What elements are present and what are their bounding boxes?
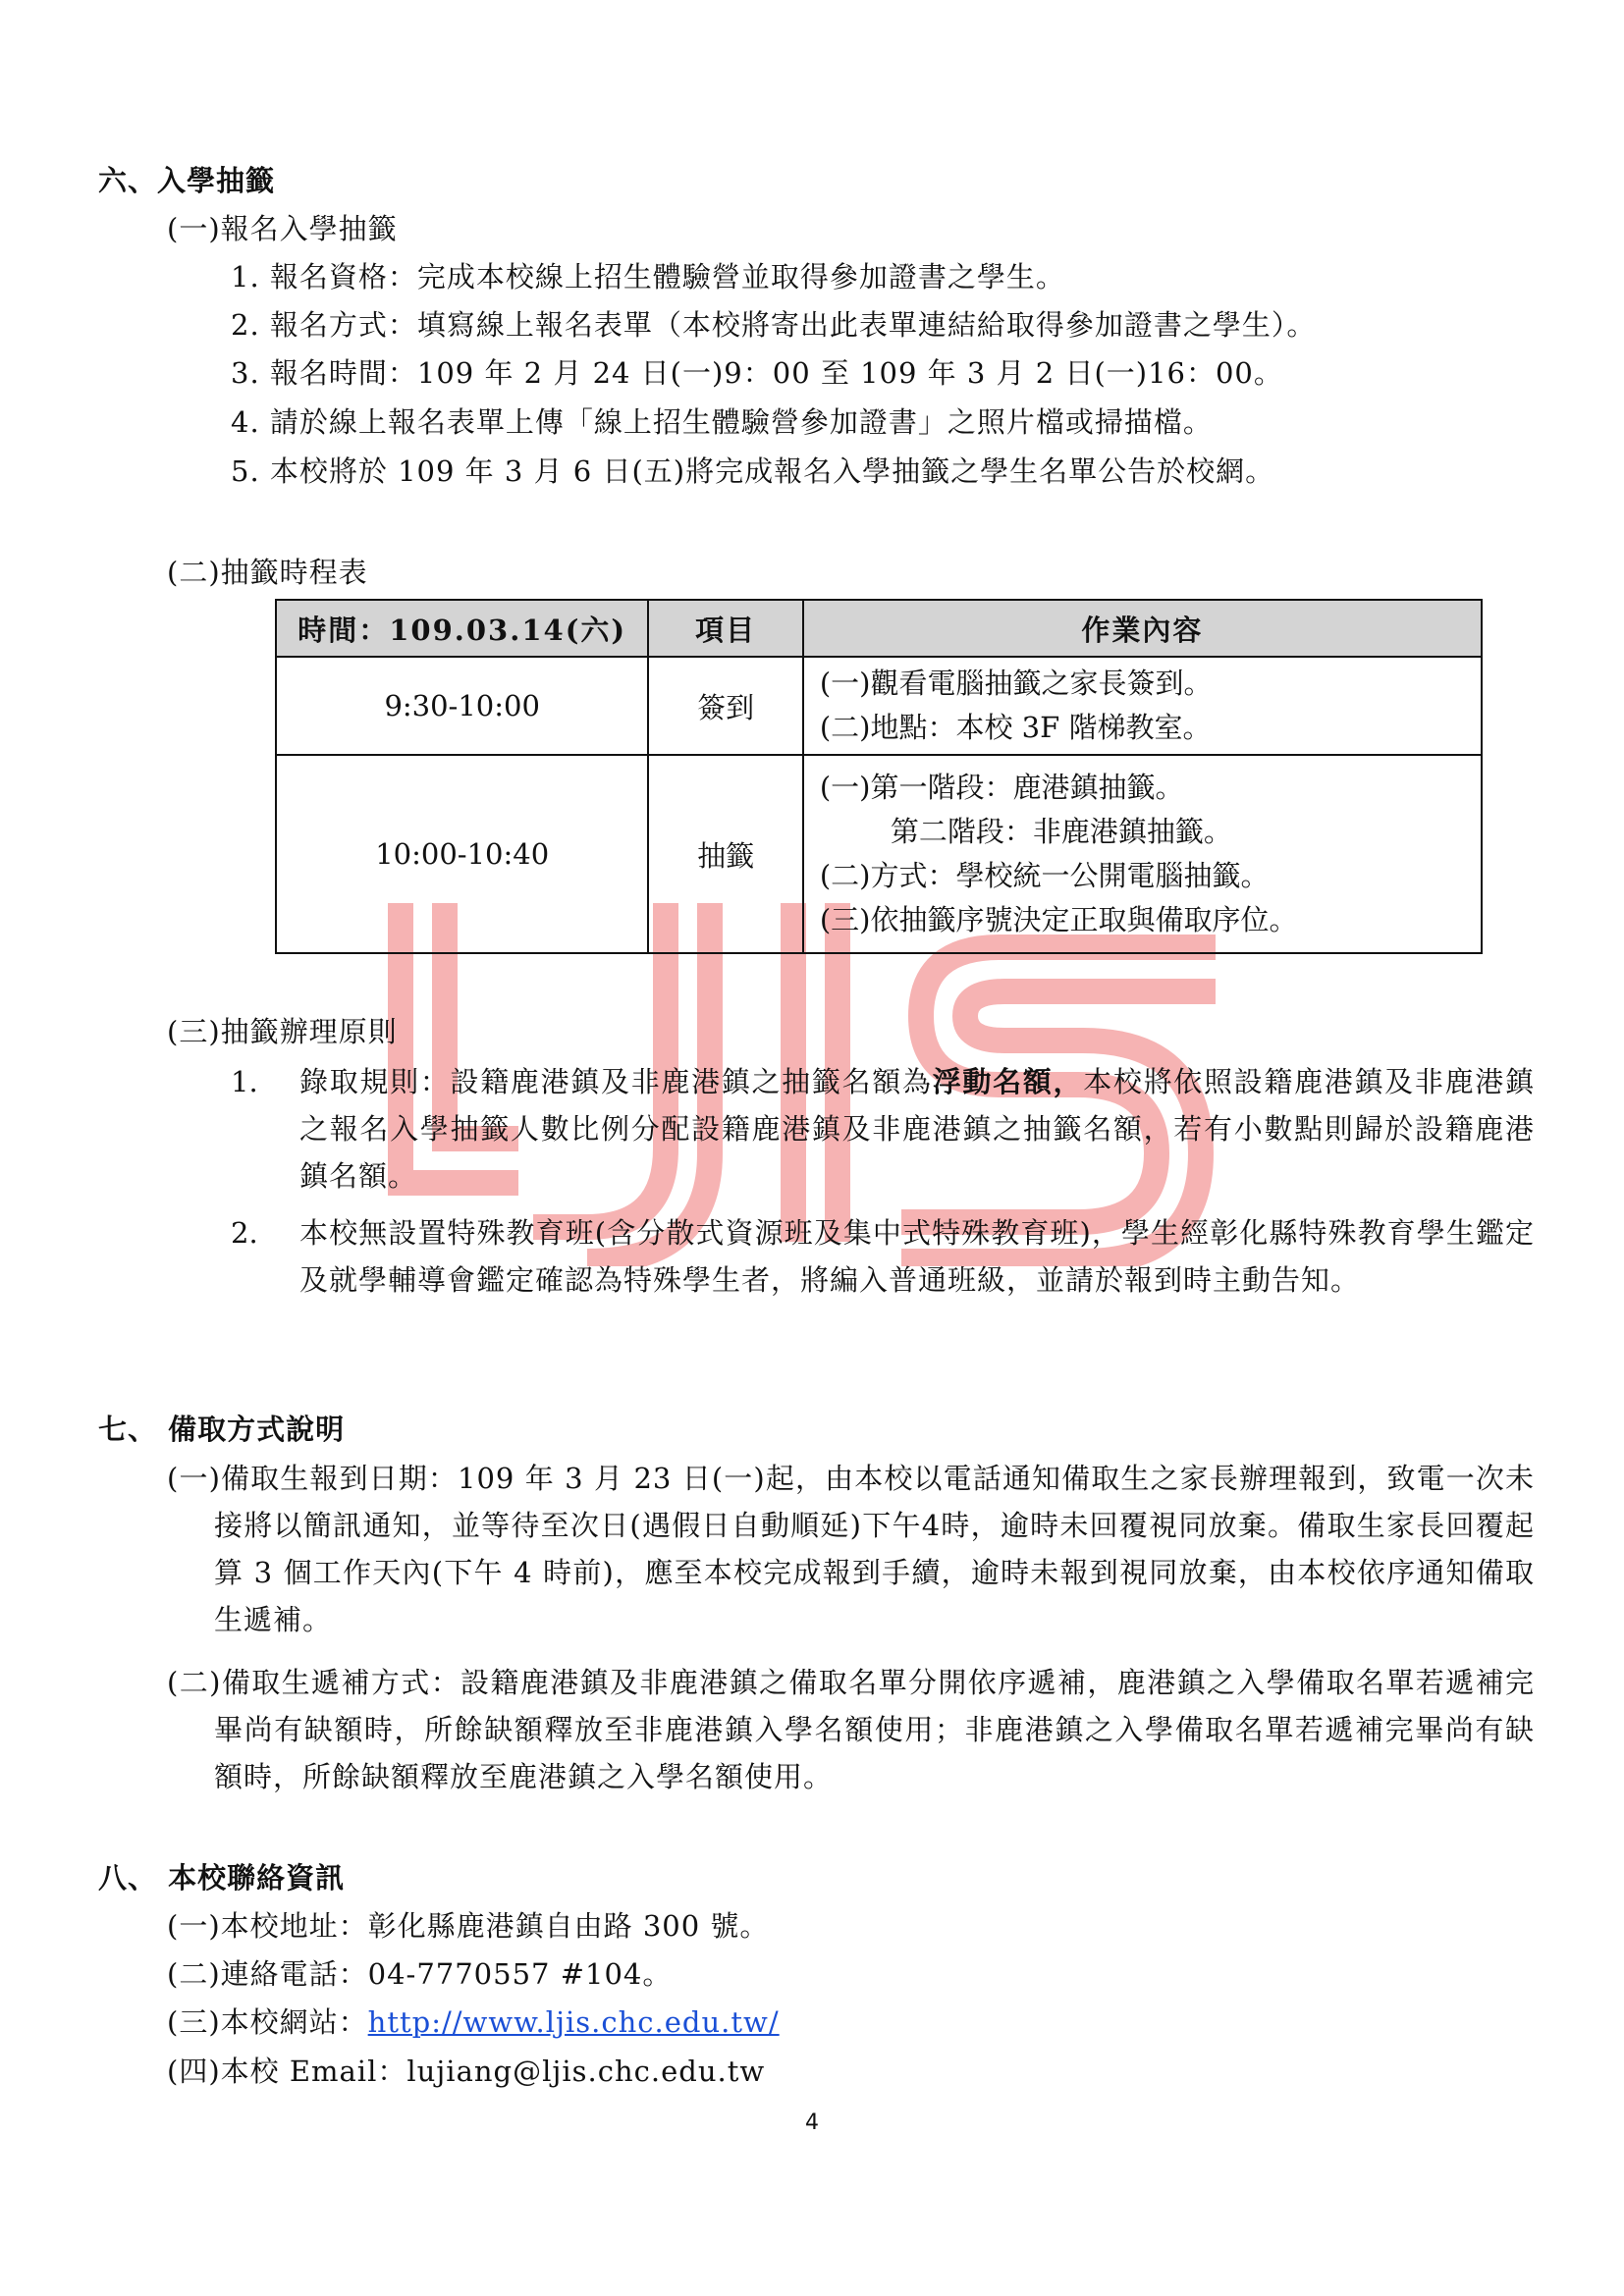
table-row <box>276 657 1482 755</box>
subsection-registration-title: (一)報名入學抽籤 <box>167 212 398 245</box>
website-label: (三)本校網站： <box>167 2005 368 2039</box>
principle-2-text: 本校無設置特殊教育班(含分散式資源班及集中式特殊教育班)，學生經彰化縣特殊教育學生鑑定及就學輔導會鑑定確認為特殊學生者，將編入普通班級，並請於報到時主動告知。 <box>299 1216 1535 1297</box>
principle-1-text <box>299 1058 1535 1200</box>
row-time: 10:00-10:40 <box>276 755 648 953</box>
principle-1-number: 1. <box>231 1065 258 1098</box>
content-line: (一)第一階段：鹿港鎮抽籤。 <box>819 771 1184 804</box>
registration-item-5: 5. 本校將於 109 年 3 月 6 日(五)將完成報名入學抽籤之學生名單公告於校網。 <box>231 454 1275 488</box>
school-email: (四)本校 Email：lujiang@ljis.chc.edu.tw <box>167 2055 766 2088</box>
row-item: 抽籤 <box>648 755 802 953</box>
content-line: (三)依抽籤序號決定正取與備取序位。 <box>819 903 1298 936</box>
row-time: 9:30-10:00 <box>276 657 648 755</box>
lottery-schedule-table <box>275 599 1483 954</box>
school-phone: (二)連絡電話：04-7770557 #104。 <box>167 1957 673 1991</box>
table-header-row <box>276 600 1482 657</box>
school-website <box>167 2002 780 2042</box>
content-line: (二)地點：本校 3F 階梯教室。 <box>819 711 1212 744</box>
principle-1-post: 本校將依照設籍鹿港鎮及非鹿港鎮之報名入學抽籤人數比例分配設籍鹿港鎮及非鹿港鎮之抽籤名額，若有小數點則歸於設籍鹿港鎮名額。 <box>299 1065 1535 1193</box>
table-row <box>276 755 1482 953</box>
content-line: (二)方式：學校統一公開電腦抽籤。 <box>819 859 1270 892</box>
registration-item-3: 3. 報名時間：109 年 2 月 24 日(一)9：00 至 109 年 3 月 2 日(一)16：00。 <box>231 356 1283 390</box>
subsection-principles-title: (三)抽籤辦理原則 <box>167 1015 398 1048</box>
page-number: 4 <box>805 2110 819 2135</box>
header-item: 項目 <box>648 600 802 657</box>
section-6-heading: 六、入學抽籤 <box>98 164 276 197</box>
principle-2-number: 2. <box>231 1216 258 1250</box>
content-line: 第二階段：非鹿港鎮抽籤。 <box>890 815 1232 848</box>
row-content <box>803 657 1482 755</box>
content-line: (一)觀看電腦抽籤之家長簽到。 <box>819 667 1213 700</box>
section-7-heading: 七、 備取方式說明 <box>98 1413 346 1446</box>
row-content <box>803 755 1482 953</box>
waitlist-fill-paragraph: (二)備取生遞補方式：設籍鹿港鎮及非鹿港鎮之備取名單分開依序遞補，鹿港鎮之入學備取名單若遞補完畢尚有缺額時，所餘缺額釋放至非鹿港鎮入學名額使用；非鹿港鎮之入學備取名單若遞補完畢尚有缺額時，所餘缺額釋放至鹿港鎮之入學名額使用。 <box>167 1666 1535 1793</box>
registration-item-4: 4. 請於線上報名表單上傳「線上招生體驗營參加證書」之照片檔或掃描檔。 <box>231 405 1213 439</box>
row-item: 簽到 <box>648 657 802 755</box>
school-address: (一)本校地址：彰化縣鹿港鎮自由路 300 號。 <box>167 1909 770 1943</box>
section-8-heading: 八、 本校聯絡資訊 <box>98 1861 346 1895</box>
website-link[interactable]: http://www.ljis.chc.edu.tw/ <box>367 2005 780 2039</box>
subsection-schedule-title: (二)抽籤時程表 <box>167 556 368 589</box>
waitlist-date-paragraph: (一)備取生報到日期：109 年 3 月 23 日(一)起，由本校以電話通知備取生之家長辦理報到，致電一次未接將以簡訊通知，並等待至次日(遇假日自動順延)下午4時，逾時未回覆視同放棄。備取生家長回覆起算 3 個工作天內(下午 4 時前)，應至本校完成報到手續，逾時未報到視同放棄，由本校依序通知備取生遞補。 <box>167 1462 1535 1636</box>
principle-1-pre: 錄取規則：設籍鹿港鎮及非鹿港鎮之抽籤名額為 <box>299 1065 933 1098</box>
floating-quota-bold: 浮動名額， <box>932 1065 1084 1098</box>
registration-item-2: 2. 報名方式：填寫線上報名表單（本校將寄出此表單連結給取得參加證書之學生）。 <box>231 308 1317 342</box>
registration-item-1: 1. 報名資格：完成本校線上招生體驗營並取得參加證書之學生。 <box>231 260 1065 294</box>
header-time: 時間：109.03.14(六) <box>276 600 648 657</box>
header-content: 作業內容 <box>803 600 1482 657</box>
